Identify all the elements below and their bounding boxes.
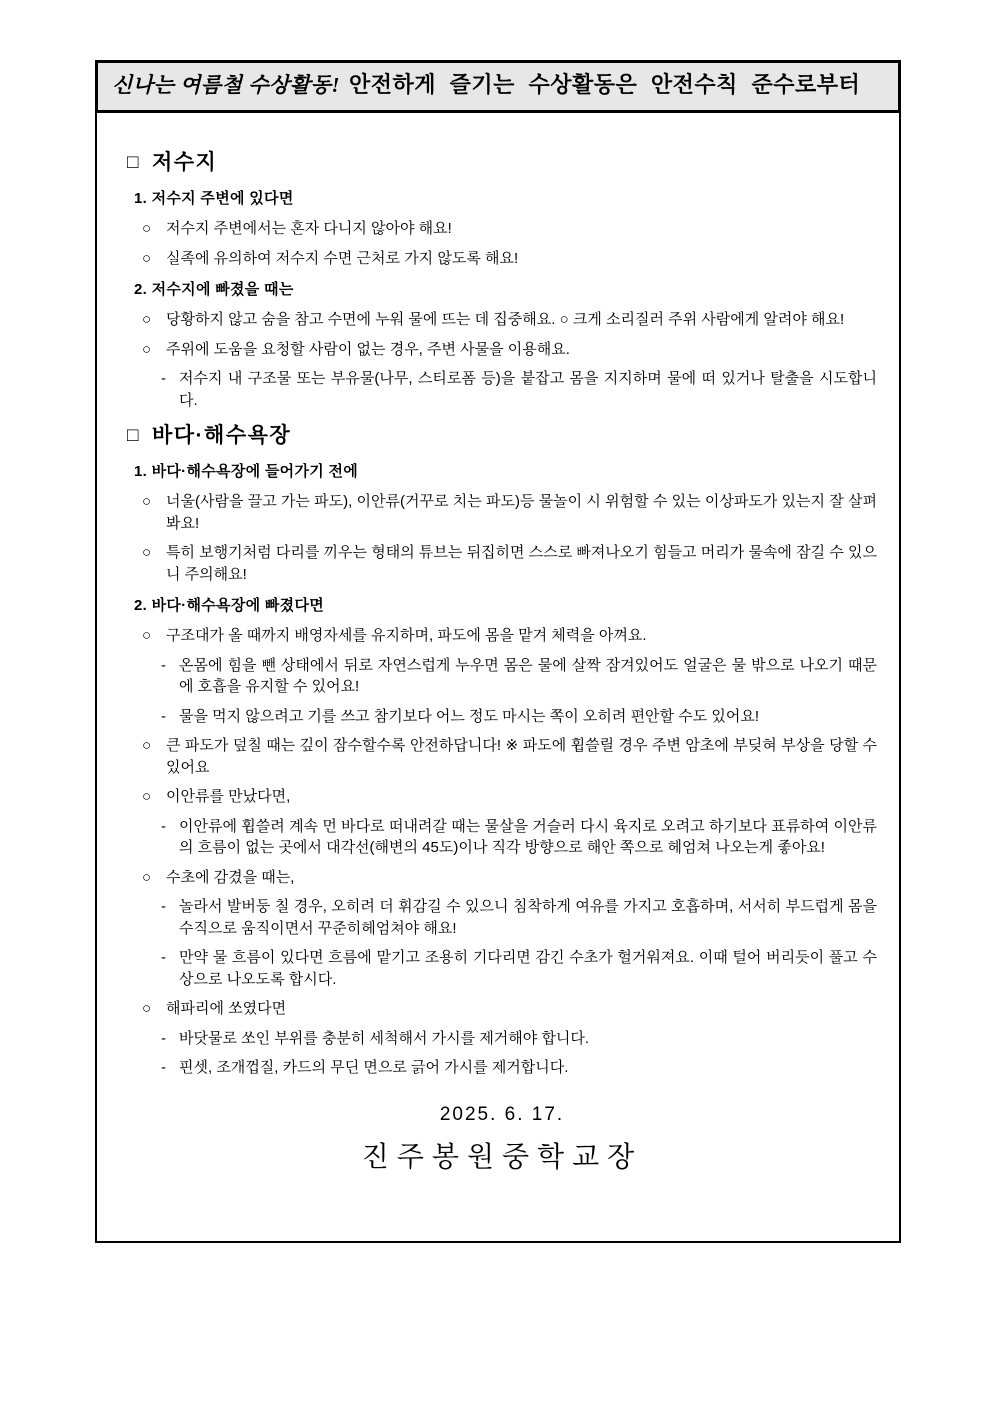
item-text: 당황하지 않고 숨을 참고 수면에 누워 물에 뜨는 데 집중해요. ○ 크게 소리질러 주위 사람에게 알려야 해요!: [166, 311, 845, 328]
list-item: [161, 896, 877, 939]
square-bullet-icon: □: [127, 152, 140, 173]
list-item: [142, 998, 877, 1020]
list-item: [142, 735, 877, 778]
circle-marker: ○: [142, 220, 152, 237]
list-item: [142, 248, 877, 270]
list-item: [161, 1028, 877, 1050]
list-item: [161, 947, 877, 990]
dash-marker: -: [161, 370, 166, 387]
circle-marker: ○: [142, 544, 152, 561]
item-text: 바닷물로 쏘인 부위를 충분히 세척해서 가시를 제거해야 합니다.: [179, 1029, 590, 1047]
item-text: 특히 보행기처럼 다리를 끼우는 형태의 튜브는 뒤집히면 스스로 빠져나오기 힘들고 머리가 물속에 잠길 수 있으니 주의해요!: [166, 544, 877, 583]
section: [127, 146, 877, 411]
list-item: [142, 867, 877, 889]
item-text: 너울(사람을 끌고 가는 파도), 이안류(거꾸로 치는 파도)등 물놀이 시 위험할 수 있는 이상파도가 있는지 잘 살펴봐요!: [166, 493, 877, 532]
list-item: [142, 625, 877, 647]
circle-marker: ○: [142, 1000, 152, 1017]
list-item: [142, 339, 877, 361]
notice-body: [95, 110, 901, 1243]
dash-marker: -: [161, 949, 166, 966]
section-title: 저수지: [151, 151, 218, 174]
item-text: 이안류를 만났다면,: [166, 788, 291, 805]
circle-marker: ○: [142, 311, 152, 328]
section-title: 바다·해수욕장: [151, 424, 292, 447]
list-item: [161, 706, 877, 728]
item-text: 저수지 내 구조물 또는 부유물(나무, 스티로폼 등)을 붙잡고 몸을 지지하며 물에 떠 있거나 탈출을 시도합니다.: [179, 370, 877, 409]
banner-title-text: 안전하게 즐기는 수상활동은 안전수칙 준수로부터: [349, 72, 861, 97]
dash-marker: -: [161, 707, 166, 725]
list-item: [161, 368, 877, 411]
list-item: [142, 491, 877, 534]
header-banner: [95, 60, 901, 113]
circle-marker: ○: [142, 737, 152, 754]
list-item: [142, 309, 877, 331]
circle-marker: ○: [142, 788, 152, 805]
section-heading: [127, 419, 877, 449]
item-text: 놀라서 발버둥 칠 경우, 오히려 더 휘감길 수 있으니 침착하게 여유를 가지고 호흡하며, 서서히 부드럽게 몸을 수직으로 움직이면서 꾸준히헤엄쳐야 해요!: [179, 898, 877, 937]
group-title: 2. 저수지에 빠졌을 때는: [134, 281, 294, 298]
dash-marker: -: [161, 898, 166, 915]
dash-marker: -: [161, 817, 166, 835]
item-text: 이안류에 휩쓸려 계속 먼 바다로 떠내려갈 때는 물살을 거슬러 다시 육지로 오려고 하기보다 표류하여 이안류의 흐름이 없는 곳에서 대각선(해변의 45도)이나 직각 방향으로 해안 쪽으로 헤엄쳐 나오는게 좋아요!: [179, 817, 877, 856]
dash-marker: -: [161, 1059, 166, 1076]
item-text: 구조대가 올 때까지 배영자세를 유지하며, 파도에 몸을 맡겨 체력을 아껴요.: [166, 627, 647, 644]
item-text: 온몸에 힘을 뺀 상태에서 뒤로 자연스럽게 누우면 몸은 물에 살짝 잠겨있어도 얼굴은 물 밖으로 나오기 때문에 호흡을 유지할 수 있어요!: [179, 656, 877, 695]
item-text: 물을 먹지 않으려고 기를 쓰고 참기보다 어느 정도 마시는 쪽이 오히려 편안할 수도 있어요!: [179, 707, 759, 725]
circle-marker: ○: [142, 340, 152, 358]
item-text: 해파리에 쏘였다면: [166, 1000, 287, 1017]
group-title: 2. 바다·해수욕장에 빠졌다면: [134, 597, 325, 614]
sections: [127, 146, 877, 1079]
item-text: 주위에 도움을 요청할 사람이 없는 경우, 주변 사물을 이용해요.: [166, 340, 570, 358]
item-text: 만약 물 흐름이 있다면 흐름에 맡기고 조용히 기다리면 감긴 수초가 헐거워져요. 이때 털어 버리듯이 풀고 수상으로 나오도록 합시다.: [179, 949, 877, 988]
dash-marker: -: [161, 656, 166, 674]
circle-marker: ○: [142, 627, 152, 644]
list-item: [142, 786, 877, 808]
notice-date: 2025. 6. 17.: [439, 1103, 565, 1125]
item-text: 실족에 유의하여 저수지 수면 근처로 가지 않도록 해요!: [166, 249, 519, 267]
section: [127, 419, 877, 1079]
item-text: 큰 파도가 덮칠 때는 깊이 잠수할수록 안전하답니다! ※ 파도에 휩쓸릴 경우 주변 암초에 부딪혀 부상을 당할 수 있어요: [166, 737, 877, 776]
item-text: 수초에 감겼을 때는,: [166, 868, 295, 886]
list-item: [142, 218, 877, 240]
group-title: 1. 저수지 주변에 있다면: [134, 190, 294, 207]
group-title: 1. 바다·해수욕장에 들어가기 전에: [134, 463, 359, 480]
dash-marker: -: [161, 1029, 166, 1047]
list-item: [161, 1057, 877, 1079]
signature-principal: 진주봉원중학교장: [361, 1140, 643, 1172]
section-heading: [127, 146, 877, 176]
square-bullet-icon: □: [127, 425, 140, 446]
circle-marker: ○: [142, 249, 152, 267]
list-item: [142, 542, 877, 585]
item-text: 핀셋, 조개껍질, 카드의 무딘 면으로 긁어 가시를 제거합니다.: [179, 1059, 569, 1076]
banner-intro-text: 신나는 여름철 수상활동!: [112, 73, 341, 97]
list-item: [161, 655, 877, 698]
list-item: [161, 816, 877, 859]
circle-marker: ○: [142, 868, 152, 886]
item-text: 저수지 주변에서는 혼자 다니지 않아야 해요!: [166, 220, 452, 237]
circle-marker: ○: [142, 493, 152, 510]
